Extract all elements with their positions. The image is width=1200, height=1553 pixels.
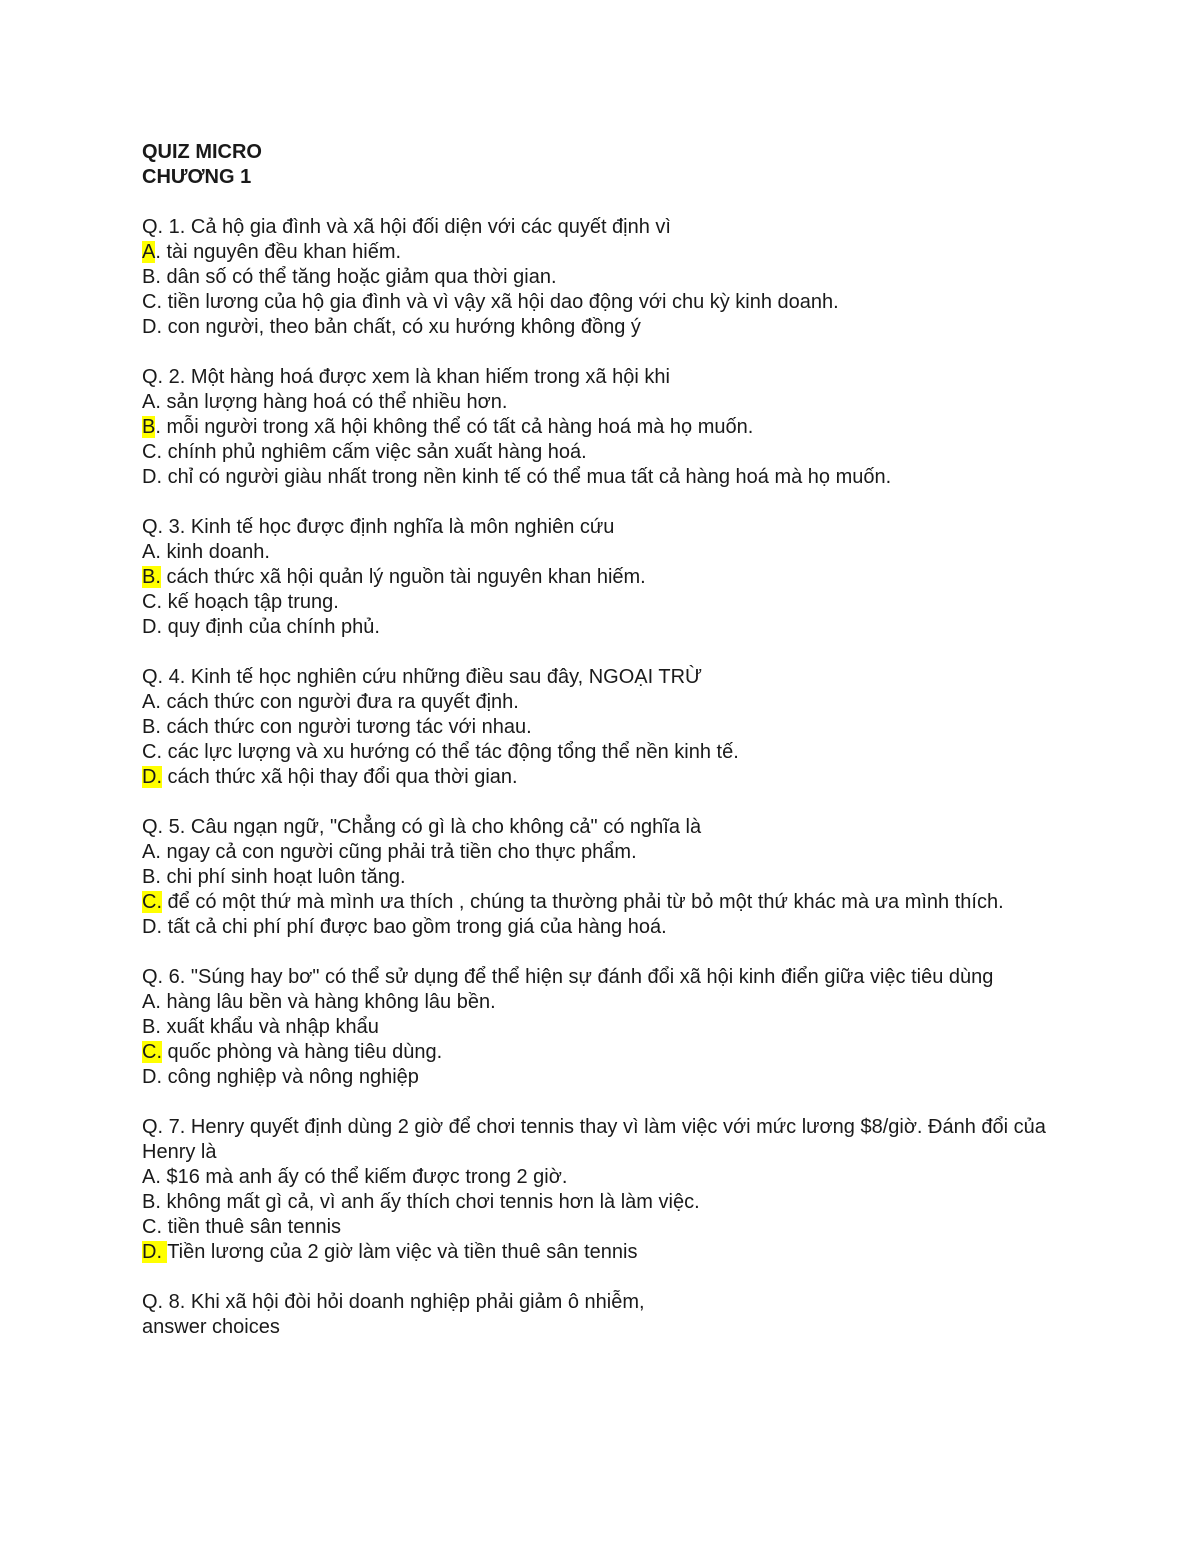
question-8-stem: Q. 8. Khi xã hội đòi hỏi doanh nghiệp phải giảm ô nhiễm,	[142, 1291, 645, 1313]
choice-letter: C	[142, 1216, 157, 1238]
choice-letter: D	[142, 1066, 157, 1088]
choice-letter: A	[142, 691, 156, 713]
answer-choice	[142, 1190, 1062, 1215]
answer-choice	[142, 1065, 1062, 1090]
choice-text: . chi phí sinh hoạt luôn tăng.	[155, 866, 406, 888]
chapter-title: CHƯƠNG 1	[142, 166, 252, 188]
answer-choice	[142, 890, 1062, 915]
document-title: QUIZ MICRO	[142, 141, 262, 163]
answer-choice	[142, 565, 1062, 590]
answer-choice	[142, 1240, 1062, 1265]
quiz-document	[142, 140, 1062, 1340]
answer-choice	[142, 740, 1062, 765]
choice-letter: D	[142, 316, 157, 338]
choice-letter: B	[142, 1016, 156, 1038]
choice-text: quốc phòng và hàng tiêu dùng.	[162, 1041, 443, 1063]
choice-letter: D	[142, 616, 157, 638]
correct-choice-letter: B.	[142, 566, 161, 588]
answer-choice	[142, 240, 1062, 265]
choice-text: cách thức xã hội thay đổi qua thời gian.	[162, 766, 518, 788]
choice-text: . hàng lâu bền và hàng không lâu bền.	[155, 991, 496, 1013]
choice-text: . tất cả chi phí phí được bao gồm trong giá của hàng hoá.	[156, 916, 667, 938]
choice-letter: B	[142, 266, 156, 288]
correct-choice-letter: C.	[142, 1041, 162, 1063]
choice-letter: B	[142, 716, 156, 738]
choice-letter: A	[142, 991, 156, 1013]
answer-choice	[142, 540, 1062, 565]
choice-letter: D	[142, 916, 157, 938]
answer-choice	[142, 1215, 1062, 1240]
answer-choice	[142, 765, 1062, 790]
choice-letter: C	[142, 441, 157, 463]
correct-choice-letter: D.	[142, 766, 162, 788]
answer-choice	[142, 265, 1062, 290]
question-stem: Q. 6. "Súng hay bơ" có thể sử dụng để thể hiện sự đánh đổi xã hội kinh điển giữa việc tiêu dùng	[142, 966, 994, 988]
answer-choice	[142, 615, 1062, 640]
choice-letter: A	[142, 1166, 156, 1188]
choice-text: . $16 mà anh ấy có thể kiếm được trong 2 giờ.	[155, 1166, 568, 1188]
choice-text: . ngay cả con người cũng phải trả tiền cho thực phẩm.	[155, 841, 637, 863]
answer-choice	[142, 840, 1062, 865]
answer-choice	[142, 1040, 1062, 1065]
choice-letter: A	[142, 841, 156, 863]
question-stem: Q. 3. Kinh tế học được định nghĩa là môn nghiên cứu	[142, 516, 615, 538]
answer-choice	[142, 465, 1062, 490]
answer-choice	[142, 440, 1062, 465]
question-stem: Q. 1. Cả hộ gia đình và xã hội đối diện với các quyết định vì	[142, 216, 671, 238]
choice-text: . không mất gì cả, vì anh ấy thích chơi tennis hơn là làm việc.	[155, 1191, 700, 1213]
question-stem: Q. 4. Kinh tế học nghiên cứu những điều sau đây, NGOẠI TRỪ	[142, 666, 703, 688]
question-stem: Q. 5. Câu ngạn ngữ, "Chẳng có gì là cho không cả" có nghĩa là	[142, 816, 702, 838]
question-block	[142, 815, 1062, 940]
choice-letter: C	[142, 741, 157, 763]
choice-text: Tiền lương của 2 giờ làm việc và tiền thuê sân tennis	[167, 1241, 638, 1263]
answer-choice	[142, 915, 1062, 940]
choice-text: . tiền thuê sân tennis	[156, 1216, 342, 1238]
choice-letter: B	[142, 866, 156, 888]
choice-text: . mỗi người trong xã hội không thể có tất cả hàng hoá mà họ muốn.	[155, 416, 754, 438]
choice-text: . cách thức con người đưa ra quyết định.	[155, 691, 519, 713]
choice-letter: D	[142, 466, 157, 488]
question-block	[142, 215, 1062, 340]
choice-text: . sản lượng hàng hoá có thể nhiều hơn.	[155, 391, 508, 413]
question-stem: Q. 7. Henry quyết định dùng 2 giờ để chơi tennis thay vì làm việc với mức lương $8/giờ. Đánh đổi của Henry là	[142, 1116, 1046, 1163]
choice-text: . tiền lương của hộ gia đình và vì vậy xã hội dao động với chu kỳ kinh doanh.	[156, 291, 839, 313]
answer-choice	[142, 590, 1062, 615]
choice-text: . kinh doanh.	[155, 541, 270, 563]
choice-text: để có một thứ mà mình ưa thích , chúng ta thường phải từ bỏ một thứ khác mà ưa mình thích.	[162, 891, 1004, 913]
choice-letter: C	[142, 291, 157, 313]
choice-text: cách thức xã hội quản lý nguồn tài nguyên khan hiếm.	[160, 566, 646, 588]
answer-choice	[142, 690, 1062, 715]
answer-choice	[142, 290, 1062, 315]
correct-choice-letter: D.	[142, 1241, 168, 1263]
choice-text: . tài nguyên đều khan hiếm.	[155, 241, 402, 263]
choice-letter: B	[142, 1191, 156, 1213]
choice-text: . kế hoạch tập trung.	[156, 591, 339, 613]
answer-choice	[142, 865, 1062, 890]
question-8-note: answer choices	[142, 1316, 280, 1338]
question-block	[142, 965, 1062, 1090]
question-block	[142, 665, 1062, 790]
question-list	[142, 215, 1062, 1265]
answer-choice	[142, 715, 1062, 740]
correct-choice-letter: B	[142, 416, 156, 438]
correct-choice-letter: A	[142, 241, 156, 263]
choice-letter: C	[142, 591, 157, 613]
question-stem: Q. 2. Một hàng hoá được xem là khan hiếm trong xã hội khi	[142, 366, 670, 388]
answer-choice	[142, 315, 1062, 340]
answer-choice	[142, 990, 1062, 1015]
spacer	[142, 190, 1062, 215]
question-block	[142, 1115, 1062, 1265]
question-block	[142, 365, 1062, 490]
choice-text: . các lực lượng và xu hướng có thể tác động tổng thể nền kinh tế.	[156, 741, 739, 763]
choice-text: . quy định của chính phủ.	[156, 616, 380, 638]
correct-choice-letter: C.	[142, 891, 162, 913]
choice-text: . xuất khẩu và nhập khẩu	[155, 1016, 379, 1038]
question-block	[142, 515, 1062, 640]
answer-choice	[142, 1015, 1062, 1040]
choice-text: . chỉ có người giàu nhất trong nền kinh tế có thể mua tất cả hàng hoá mà họ muốn.	[156, 466, 892, 488]
choice-letter: A	[142, 541, 156, 563]
choice-text: . công nghiệp và nông nghiệp	[156, 1066, 419, 1088]
answer-choice	[142, 1165, 1062, 1190]
answer-choice	[142, 390, 1062, 415]
choice-text: . chính phủ nghiêm cấm việc sản xuất hàng hoá.	[156, 441, 587, 463]
choice-letter: A	[142, 391, 156, 413]
choice-text: . dân số có thể tăng hoặc giảm qua thời gian.	[155, 266, 557, 288]
choice-text: . con người, theo bản chất, có xu hướng không đồng ý	[156, 316, 641, 338]
choice-text: . cách thức con người tương tác với nhau.	[155, 716, 532, 738]
answer-choice	[142, 415, 1062, 440]
